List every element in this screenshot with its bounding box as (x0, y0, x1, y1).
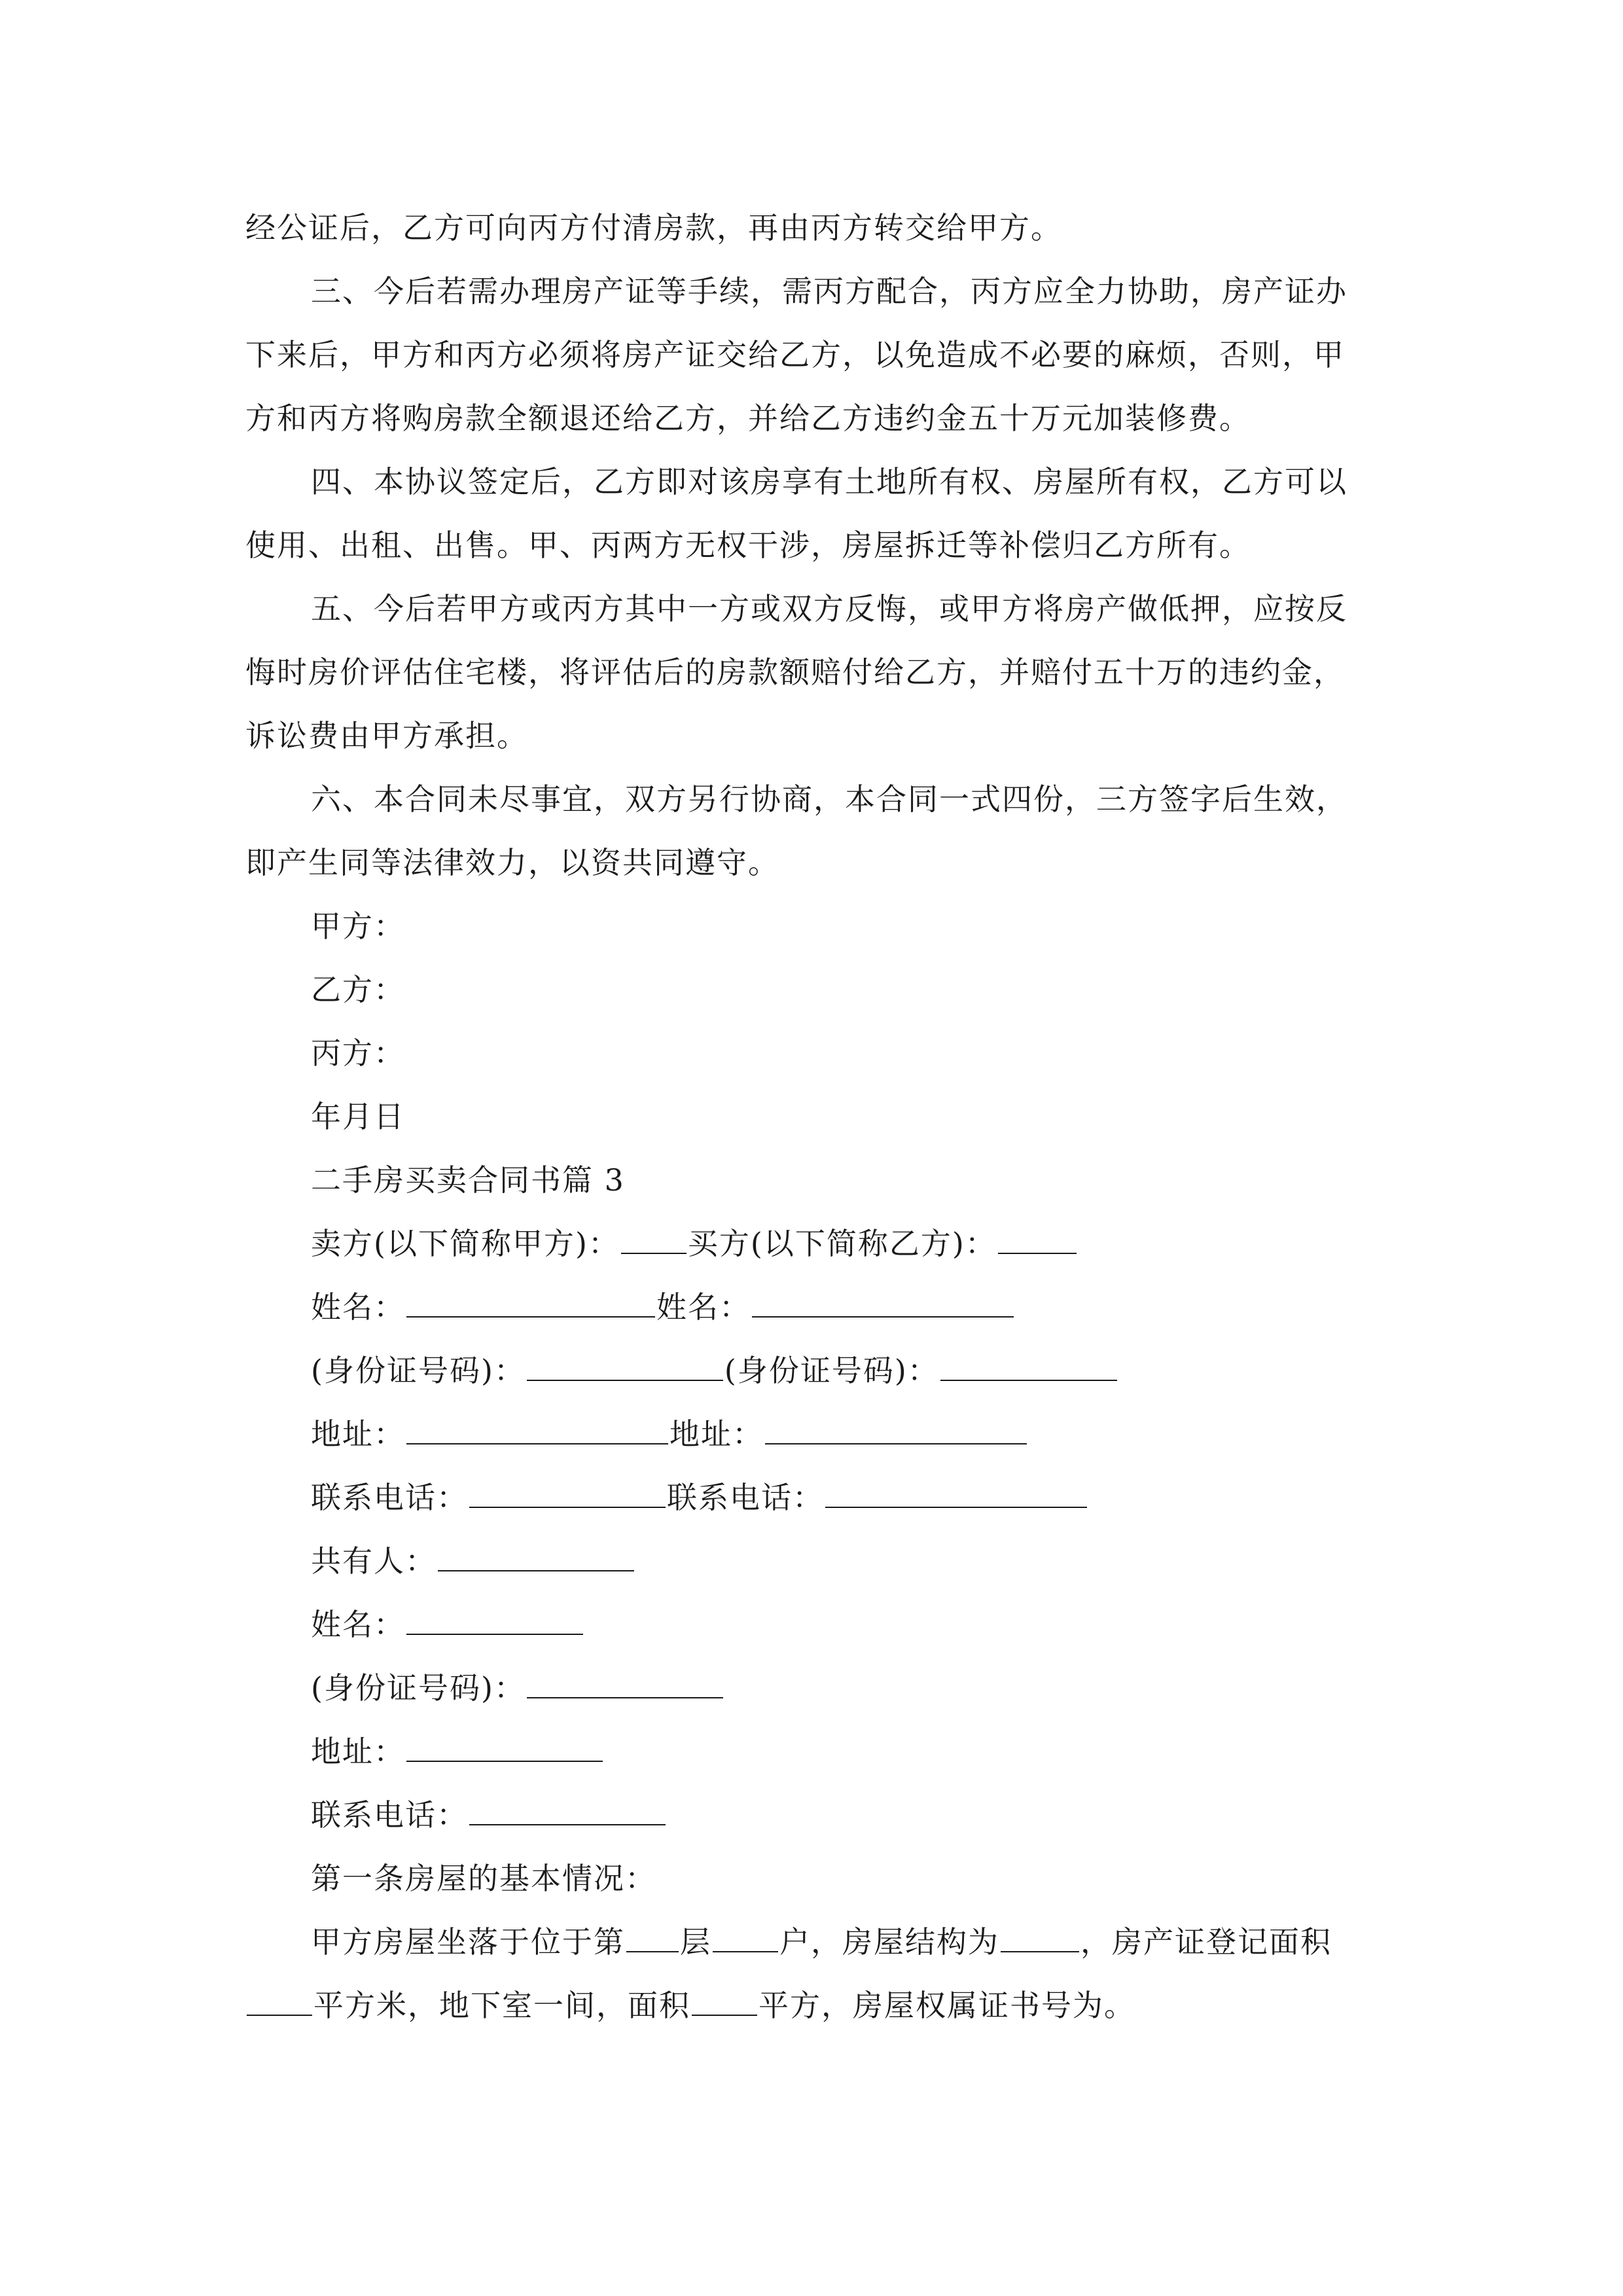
signature-party-a: 甲方： (311, 908, 405, 944)
article-text: 层 (680, 1924, 711, 1960)
article-text: ，房产证登记面积 (1080, 1924, 1332, 1960)
coowner-name-row (245, 1593, 1378, 1657)
id-label: (身份证号码)： (724, 1353, 939, 1388)
article-text: 户，房屋结构为 (779, 1924, 999, 1960)
name-label: 姓名： (311, 1607, 405, 1642)
article-text: 甲方房屋坐落于位于第 (311, 1924, 625, 1960)
area-blank[interactable] (247, 1988, 312, 2016)
signature-party-c: 丙方： (311, 1035, 405, 1071)
buyer-name-blank[interactable] (752, 1290, 1014, 1318)
parties-row (245, 1212, 1378, 1276)
article-line-1 (245, 1910, 1378, 1974)
address-label: 地址： (311, 1416, 405, 1452)
coowner-label: 共有人： (311, 1543, 437, 1579)
seller-label: 卖方(以下简称甲方)： (311, 1226, 620, 1261)
article-title: 第一条房屋的基本情况： (311, 1861, 656, 1896)
paragraph-line: 四、本协议签定后，乙方即对该房享有土地所有权、房屋所有权，乙方可以 (311, 464, 1347, 499)
seller-blank[interactable] (621, 1227, 687, 1254)
coowner-address-blank[interactable] (406, 1734, 603, 1762)
phone-label: 联系电话： (311, 1797, 468, 1833)
name-label: 姓名： (656, 1289, 751, 1325)
paragraph-line: 即产生同等法律效力，以资共同遵守。 (245, 845, 779, 880)
seller-id-blank[interactable] (527, 1354, 723, 1381)
id-label: (身份证号码)： (311, 1353, 526, 1388)
paragraph-line: 六、本合同未尽事宜，双方另行协商，本合同一式四份，三方签字后生效， (311, 781, 1347, 817)
coowner-address-row (245, 1720, 1378, 1784)
paragraph-line: 经公证后，乙方可向丙方付清房款，再由丙方转交给甲方。 (245, 210, 1062, 245)
phone-label: 联系电话： (667, 1480, 824, 1515)
article-text: 平方米，地下室一间，面积 (313, 1988, 690, 2023)
unit-blank[interactable] (713, 1925, 778, 1952)
paragraph-line: 方和丙方将购房款全额退还给乙方，并给乙方违约金五十万元加装修费。 (245, 401, 1251, 436)
structure-blank[interactable] (1001, 1925, 1079, 1952)
signature-date: 年月日 (311, 1099, 405, 1134)
coowner-phone-row (245, 1784, 1378, 1847)
phone-label: 联系电话： (311, 1480, 468, 1515)
buyer-phone-blank[interactable] (825, 1480, 1087, 1508)
section-title: 二手房买卖合同书篇 3 (311, 1162, 625, 1198)
floor-blank[interactable] (626, 1925, 679, 1952)
buyer-label: 买方(以下简称乙方)： (687, 1226, 997, 1261)
signature-party-b: 乙方： (311, 972, 405, 1007)
buyer-id-blank[interactable] (940, 1354, 1117, 1381)
id-row (245, 1339, 1378, 1403)
document-page (245, 196, 1378, 2037)
basement-area-blank[interactable] (692, 1988, 757, 2016)
paragraph-line: 使用、出租、出售。甲、丙两方无权干涉，房屋拆迁等补偿归乙方所有。 (245, 528, 1251, 563)
paragraph-line: 下来后，甲方和丙方必须将房产证交给乙方，以免造成不必要的麻烦，否则，甲 (245, 337, 1345, 372)
paragraph-line: 悔时房价评估住宅楼，将评估后的房款额赔付给乙方，并赔付五十万的违约金， (245, 655, 1345, 690)
phone-row (245, 1466, 1378, 1530)
coowner-id-blank[interactable] (527, 1671, 723, 1698)
coowner-phone-blank[interactable] (469, 1798, 666, 1825)
paragraph-line: 五、今后若甲方或丙方其中一方或双方反悔，或甲方将房产做低押，应按反 (311, 591, 1347, 626)
coowner-row (245, 1530, 1378, 1593)
buyer-address-blank[interactable] (765, 1417, 1027, 1444)
address-row (245, 1403, 1378, 1466)
seller-name-blank[interactable] (406, 1290, 655, 1318)
paragraph-line: 诉讼费由甲方承担。 (245, 718, 528, 753)
article-text: 平方，房屋权属证书号为。 (758, 1988, 1135, 2023)
seller-address-blank[interactable] (406, 1417, 668, 1444)
address-label: 地址： (311, 1734, 405, 1769)
coowner-blank[interactable] (438, 1544, 634, 1571)
article-line-2 (245, 1974, 1378, 2037)
name-row (245, 1276, 1378, 1339)
address-label: 地址： (669, 1416, 764, 1452)
id-label: (身份证号码)： (311, 1670, 526, 1706)
coowner-id-row (245, 1657, 1378, 1720)
seller-phone-blank[interactable] (469, 1480, 666, 1508)
name-label: 姓名： (311, 1289, 405, 1325)
coowner-name-blank[interactable] (406, 1607, 583, 1635)
paragraph-line: 三、今后若需办理房产证等手续，需丙方配合，丙方应全力协助，房产证办 (311, 274, 1347, 309)
buyer-blank[interactable] (998, 1227, 1077, 1254)
